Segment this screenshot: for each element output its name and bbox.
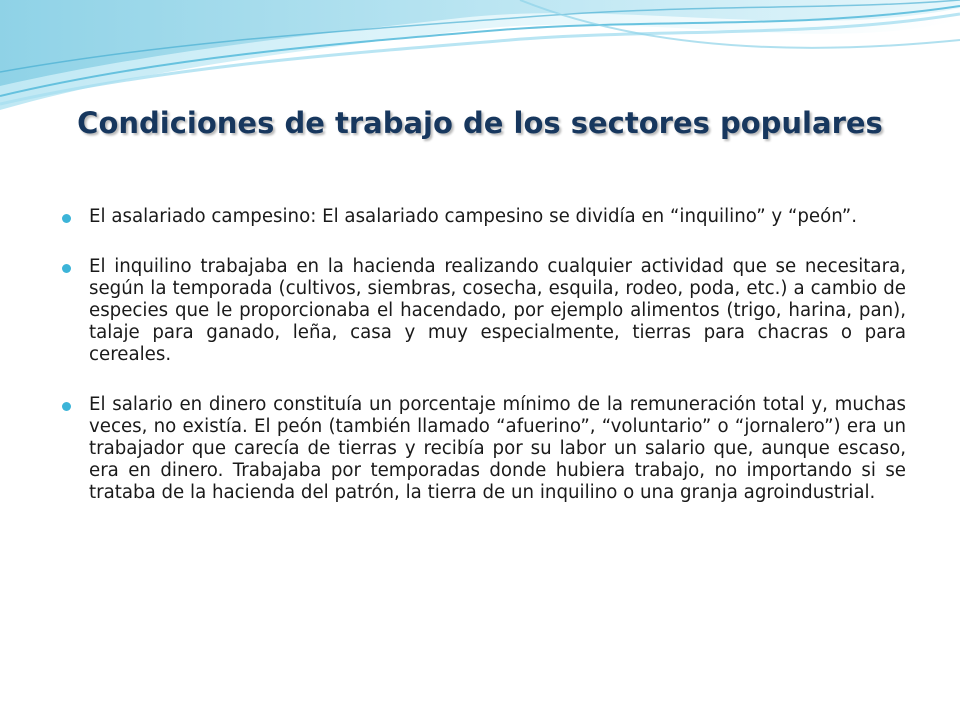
bullet-list [60, 206, 906, 532]
bullet-item [60, 256, 906, 366]
bullet-dot-icon [62, 402, 71, 411]
slide-title: Condiciones de trabajo de los sectores populares [77, 106, 883, 140]
bullet-dot-icon [62, 264, 71, 273]
bullet-text: El asalariado campesino: El asalariado campesino se dividía en “inquilino” y “peón”. [89, 206, 857, 227]
bullet-text: El inquilino trabajaba en la hacienda realizando cualquier actividad que se necesitara, según la temporada (cultivos, siembras, cosecha, esquila, rodeo, poda, etc.) a cambio de especies que le proporcionaba el hacendado, por ejemplo alimentos (trigo, harina, pan), talaje para ganado, leña, casa y muy especialmente, tierras para chacras o para cereales. [89, 256, 906, 365]
bullet-item [60, 206, 906, 228]
bullet-dot-icon [62, 214, 71, 223]
bullet-item [60, 394, 906, 504]
bullet-text: El salario en dinero constituía un porcentaje mínimo de la remuneración total y, muchas veces, no existía. El peón (también llamado “afuerino”, “voluntario” o “jornalero”) era un trabajador que carecía de tierras y recibía por su labor un salario que, aunque escaso, era en dinero. Trabajaba por temporadas donde hubiera trabajo, no importando si se trataba de la hacienda del patrón, la tierra de un inquilino o una granja agroindustrial. [89, 394, 906, 503]
